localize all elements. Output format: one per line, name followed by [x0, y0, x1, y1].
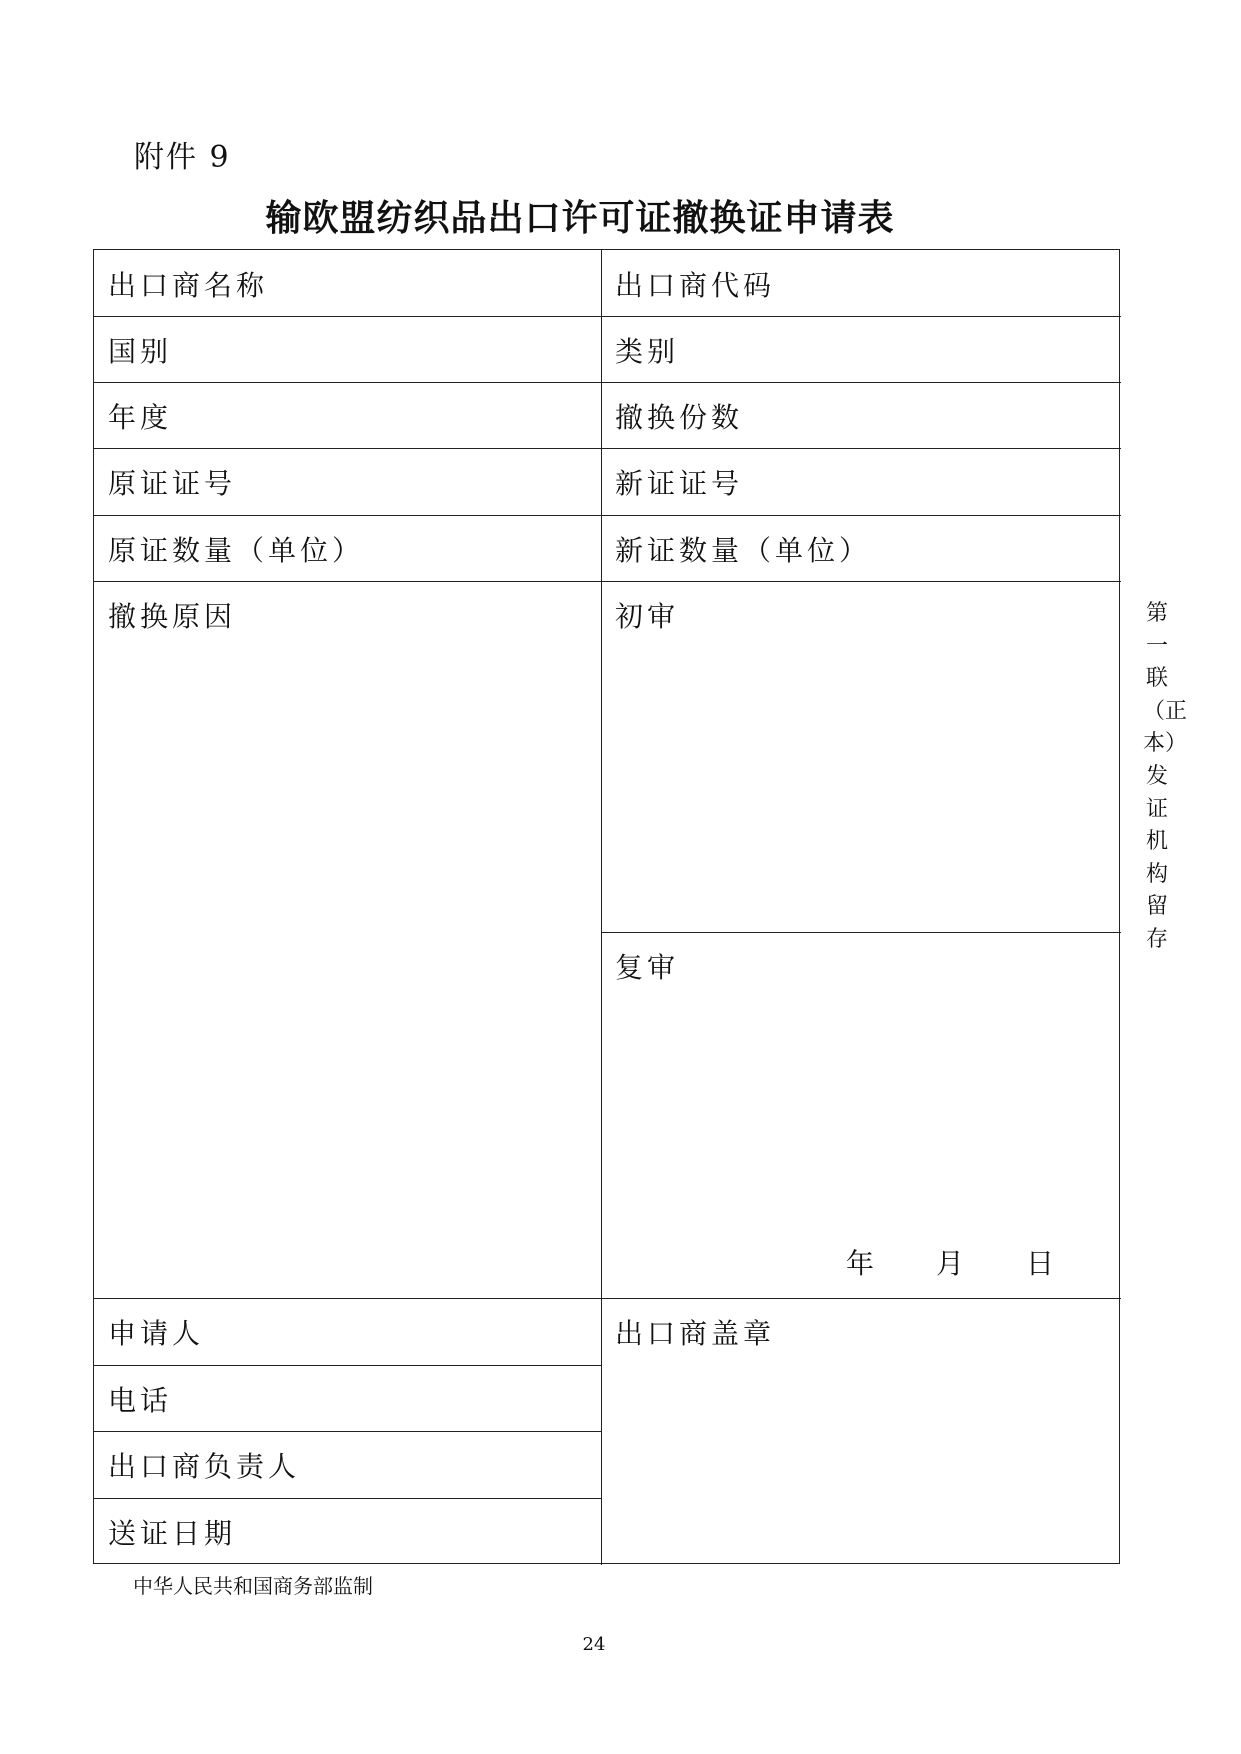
exporter-code-field[interactable] [601, 250, 1121, 316]
replacement-reason-label: 撤换原因 [108, 600, 237, 633]
exporter-seal-field[interactable] [601, 1298, 1121, 1565]
date-month-label: 月 [936, 1247, 965, 1280]
exporter-manager-label: 出口商负责人 [108, 1450, 301, 1483]
original-quantity-field[interactable] [94, 515, 601, 581]
phone-field[interactable] [94, 1365, 601, 1431]
phone-label: 电话 [108, 1384, 173, 1417]
submission-date-field[interactable] [94, 1498, 601, 1565]
page-number: 24 [582, 1634, 606, 1655]
applicant-field[interactable] [94, 1298, 601, 1365]
exporter-name-label: 出口商名称 [108, 269, 269, 302]
new-license-no-label: 新证证号 [615, 467, 744, 500]
exporter-code-label: 出口商代码 [615, 269, 776, 302]
exporter-seal-label: 出口商盖章 [615, 1317, 776, 1350]
attachment-label: 附件 9 [134, 140, 231, 175]
date-year-label: 年 [846, 1247, 875, 1280]
replacement-copies-field[interactable] [601, 382, 1121, 448]
initial-review-label: 初审 [615, 600, 680, 633]
original-license-no-label: 原证证号 [108, 467, 237, 500]
category-field[interactable] [601, 316, 1121, 382]
country-label: 国别 [108, 335, 173, 368]
replacement-copies-label: 撤换份数 [615, 401, 744, 434]
second-review-label: 复审 [615, 951, 680, 984]
copy-designation-caption: 第一联（正本）发证机构留存 [1143, 601, 1188, 952]
category-label: 类别 [615, 335, 680, 368]
new-quantity-field[interactable] [601, 515, 1121, 581]
form-title: 输欧盟纺织品出口许可证撤换证申请表 [265, 198, 895, 239]
original-quantity-label: 原证数量（单位） [108, 534, 365, 567]
original-license-no-field[interactable] [94, 448, 601, 515]
supervisor-note: 中华人民共和国商务部监制 [133, 1574, 373, 1598]
date-day-label: 日 [1026, 1247, 1055, 1280]
exporter-name-field[interactable] [94, 250, 601, 316]
submission-date-label: 送证日期 [108, 1517, 237, 1550]
review-date [846, 1242, 1054, 1282]
country-field[interactable] [94, 316, 601, 382]
initial-review-field[interactable] [601, 581, 1121, 932]
exporter-manager-field[interactable] [94, 1431, 601, 1498]
year-field[interactable] [94, 382, 601, 448]
replacement-reason-field[interactable] [94, 581, 601, 1298]
year-label: 年度 [108, 401, 173, 434]
applicant-label: 申请人 [108, 1317, 205, 1350]
application-form [93, 249, 1120, 1564]
new-quantity-label: 新证数量（单位） [615, 534, 872, 567]
new-license-no-field[interactable] [601, 448, 1121, 515]
